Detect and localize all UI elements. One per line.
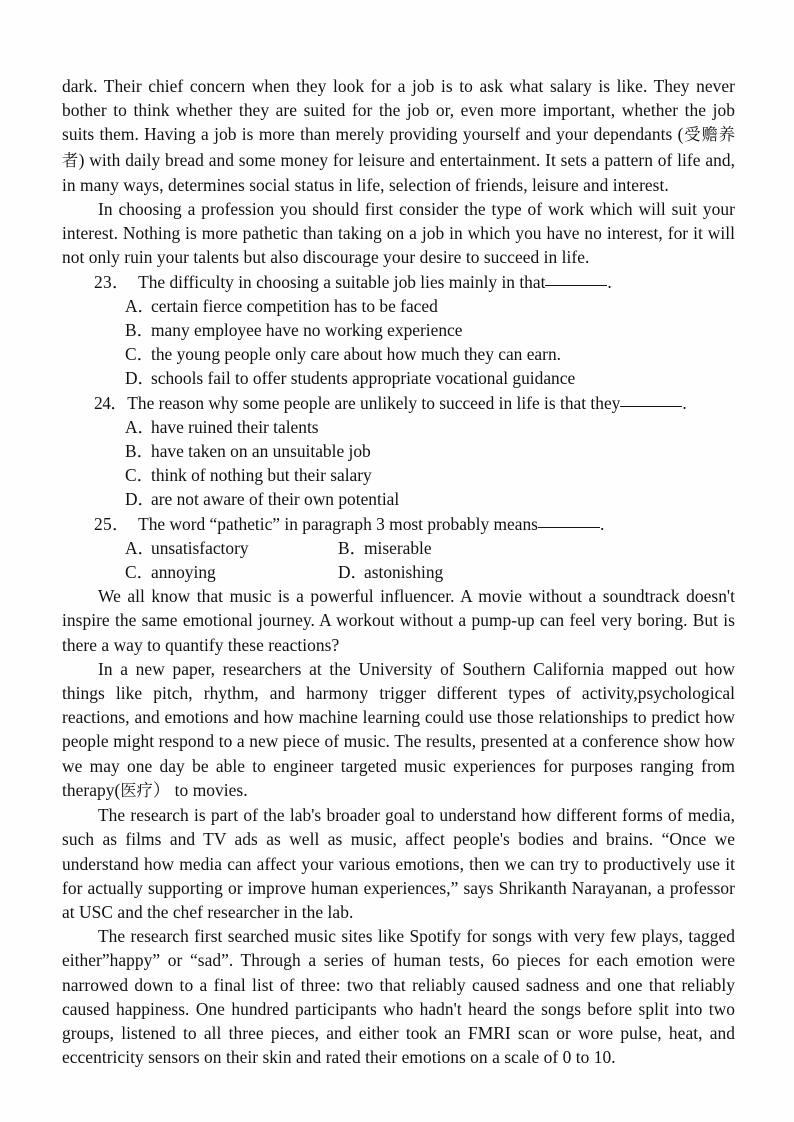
- option-24-C-text: think of nothing but their salary: [151, 465, 372, 486]
- option-24-D[interactable]: [62, 487, 735, 511]
- paragraph-broader-goal: The research is part of the lab's broader goal to understand how different forms of media, such as films and TV ads as well as music, affect people's bodies and brains. “Once we understand how media can affect your various emotions, then we can try to productively use it for actually supporting or improve human experiences,” says Shrikanth Narayanan, a professor at USC and the chef researcher in the lab.: [62, 805, 735, 922]
- option-24-B[interactable]: [62, 439, 735, 463]
- option-24-D-text: are not aware of their own potential: [151, 489, 400, 510]
- question-25-stem: The word “pathetic” in paragraph 3 most probably means: [138, 513, 538, 534]
- chinese-gloss-dependants: 受赡养者: [62, 125, 735, 170]
- question-24-options: [62, 415, 735, 512]
- question-25-options-row-1: [62, 536, 735, 560]
- option-24-A[interactable]: [62, 415, 735, 439]
- chinese-gloss-therapy: 医疗: [120, 780, 153, 800]
- option-24-C[interactable]: [62, 463, 735, 487]
- option-25-A[interactable]: [125, 536, 338, 560]
- paragraph-4-text-part2: ） to movies.: [152, 779, 248, 800]
- option-25-D-text: astonishing: [364, 562, 444, 583]
- option-25-C-label: C．: [125, 562, 154, 583]
- question-23-options: [62, 294, 735, 391]
- document-body-column: [62, 74, 735, 1069]
- paragraph-1-text-part1: dark. Their chief concern when they look for a job is to ask what salary is like. They never bother to think whether they are suited for the job or, even more important, whether the job suits them. Having a job is more than merely providing yourself and your dependants (: [62, 76, 735, 145]
- option-23-D[interactable]: [62, 366, 735, 390]
- question-25-number: 25．: [94, 513, 130, 534]
- option-24-A-label: A．: [125, 416, 155, 437]
- question-23-number: 23．: [94, 271, 130, 292]
- option-23-B-text: many employee have no working experience: [151, 320, 463, 341]
- option-24-C-label: C．: [125, 465, 154, 486]
- option-23-A-label: A．: [125, 295, 155, 316]
- paragraph-music-influencer: We all know that music is a powerful influencer. A movie without a soundtrack doesn't inspire the same emotional journey. A workout without a pump-up can feel very boring. But is there a way to quantify these reactions?: [62, 586, 735, 655]
- option-25-C-text: annoying: [151, 562, 216, 583]
- paragraph-continuation: [62, 74, 735, 197]
- question-24: [62, 391, 735, 415]
- question-25: [62, 512, 735, 536]
- question-25-stem-end: .: [599, 513, 605, 534]
- option-24-A-text: have ruined their talents: [151, 416, 319, 437]
- question-24-stem: The reason why some people are unlikely to succeed in life is that they: [127, 392, 621, 413]
- paragraph-new-paper: [62, 657, 735, 803]
- option-23-B[interactable]: [62, 318, 735, 342]
- option-25-D-label: D．: [338, 562, 368, 583]
- option-25-D[interactable]: [338, 560, 551, 584]
- question-23: [62, 270, 735, 294]
- option-23-B-label: B．: [125, 320, 154, 341]
- option-23-D-text: schools fail to offer students appropriate vocational guidance: [151, 368, 576, 389]
- option-23-C[interactable]: [62, 342, 735, 366]
- paragraph-4-text-part1: In a new paper, researchers at the University of Southern California mapped out how things like pitch, rhythm, and harmony trigger different types of activity,psychological reactions, and emotions and how machine learning could use those relationships to predict how people might respond to a new piece of music. The results, presented at a conference show how we may one day be able to engineer targeted music experiences for purposes ranging from therapy(: [62, 658, 735, 800]
- question-23-stem-end: .: [607, 271, 612, 292]
- option-23-C-label: C．: [125, 344, 154, 365]
- question-24-stem-end: .: [682, 392, 687, 413]
- question-25-answer-blank[interactable]: [538, 527, 600, 528]
- option-25-A-text: unsatisfactory: [151, 537, 249, 558]
- option-25-C[interactable]: [125, 560, 338, 584]
- option-25-A-label: A．: [125, 537, 155, 558]
- option-23-A-text: certain fierce competition has to be faced: [151, 295, 438, 316]
- question-23-stem: The difficulty in choosing a suitable job lies mainly in that: [138, 271, 546, 292]
- option-23-A[interactable]: [62, 294, 735, 318]
- question-23-answer-blank[interactable]: [545, 285, 607, 286]
- paragraph-1-text-part2: ) with daily bread and some money for leisure and entertainment. It sets a pattern of life and, in many ways, determines social status in life, selection of friends, leisure and interest.: [62, 149, 735, 195]
- paragraph-choosing-profession: In choosing a profession you should first consider the type of work which will suit your interest. Nothing is more pathetic than taking on a job in which you have no interest, for it will not only ruin your talents but also discourage your desire to succeed in life.: [62, 199, 735, 268]
- option-25-B[interactable]: [338, 536, 551, 560]
- question-24-answer-blank[interactable]: [620, 406, 682, 407]
- option-24-D-label: D．: [125, 489, 155, 510]
- option-24-B-label: B．: [125, 441, 154, 462]
- option-23-C-text: the young people only care about how much they can earn.: [151, 344, 561, 365]
- paragraph-spotify-study: The research first searched music sites like Spotify for songs with very few plays, tagged either”happy” or “sad”. Through a series of human tests, 6o pieces for each emotion were narrowed down to a final list of three: two that reliably caused sadness and one that reliably caused happiness. One hundred participants who hadn't heard the songs before split into two groups, listened to all three pieces, and either took an FMRI scan or wore pulse, heat, and eccentricity sensors on their skin and rated their emotions on a scale of 0 to 10.: [62, 926, 735, 1068]
- option-25-B-label: B．: [338, 537, 367, 558]
- option-24-B-text: have taken on an unsuitable job: [151, 441, 371, 462]
- question-24-number: 24．: [94, 392, 128, 413]
- question-25-options-row-2: [62, 560, 735, 584]
- option-25-B-text: miserable: [364, 537, 432, 558]
- option-23-D-label: D．: [125, 368, 155, 389]
